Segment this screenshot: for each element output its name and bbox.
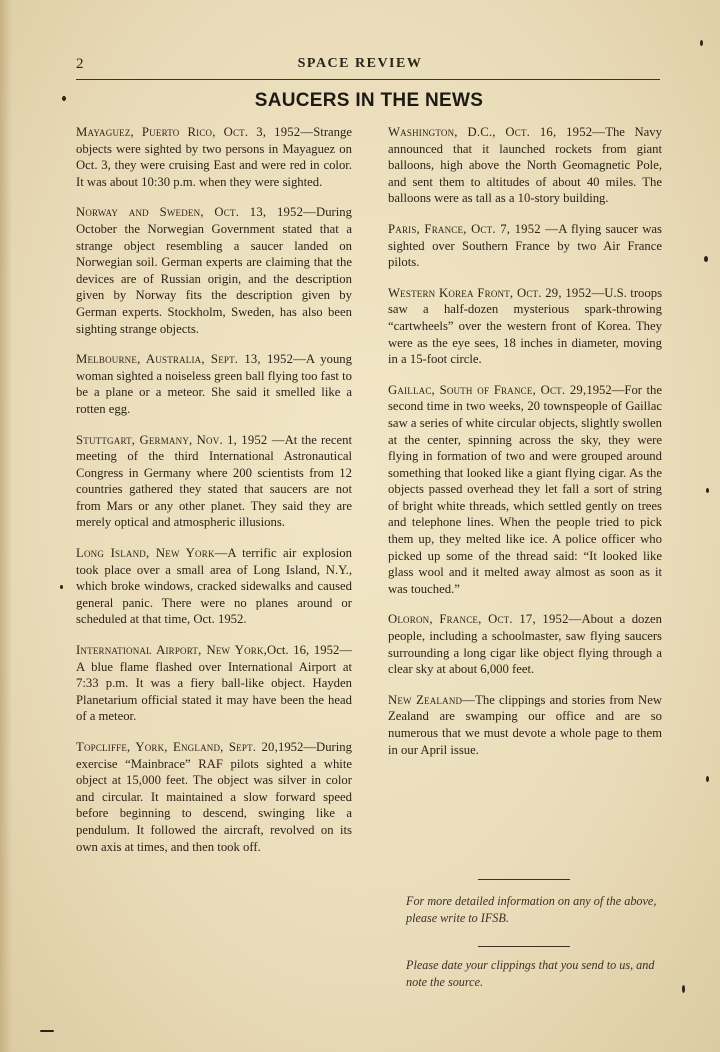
clippings-note: Please date your clippings that you send to us, and note the source. xyxy=(406,958,655,989)
news-body: At the recent meeting of the third International Astronautical Congress in Germany where 200 scientists from 12 countries gathered they stated that saucers are not from Mars or any other planet. They said they are merely optical and atmospheric illusions. xyxy=(76,432,352,530)
scan-speck xyxy=(704,256,708,262)
news-item xyxy=(388,692,662,758)
note-divider xyxy=(478,946,570,947)
more-info-note: For more detailed information on any of the above, please write to IFSB. xyxy=(406,894,657,925)
news-body: 1952—For the second time in two weeks, 20 townspeople of Gaillac saw a series of white circular objects, slightly swollen at the center, spinning across the sky, they were flying in formation of two and were grouped around something that looked like a giant flying cigar. As the objects passed overhead they let fall a sort of string of bright white threads, which settled gently on trees and telephone lines. When the people tried to pick them up, they melted like ice. A police officer who picked up some of the thread said: “It looked like glass wool and it melted away almost as soon as it was touched.” xyxy=(388,382,662,596)
running-title: SPACE REVIEW xyxy=(297,56,423,71)
news-body: —A young woman sighted a noiseless green ball flying too fast to be a plane or a meteor. She said it smelled like a rotten egg. xyxy=(76,352,352,416)
news-body: —U.S. troops saw a half-dozen mysterious spark-throwing “cartwheels” over the western front of Korea. They were as the eye sees, 18 inches in diameter, moving in a 15-foot circle. xyxy=(388,285,663,367)
news-dateline: Stuttgart, Germany, Nov. 1, 1952 — xyxy=(76,432,285,447)
news-dateline: Mayaguez, Puerto Rico, Oct. 3, 1952— xyxy=(76,125,314,139)
news-dateline: Western Korea Front, Oct. 29, 1952 xyxy=(388,285,592,300)
news-body: —A terrific air explosion took place over a small area of Long Island, N.Y., which broke windows, cracked sidewalks and caused general panic. There were no planes around or scheduled at that time, Oct. 1952. xyxy=(76,546,352,627)
news-item xyxy=(388,285,662,368)
page-edge-shadow xyxy=(0,0,12,1052)
news-dateline: Topcliffe, York, England, Sept. 20, xyxy=(76,740,278,754)
news-item xyxy=(388,221,662,271)
news-item xyxy=(76,545,352,628)
news-body: A flying saucer was sighted over Southern France by two Air France pilots. xyxy=(388,221,662,270)
news-item xyxy=(76,124,352,190)
news-item xyxy=(388,124,662,207)
header-rule xyxy=(76,79,660,80)
left-column xyxy=(76,124,352,869)
scan-speck xyxy=(60,585,63,589)
scan-speck xyxy=(40,1030,54,1032)
note-divider xyxy=(478,879,570,880)
news-dateline: Washington, D.C., Oct. 16, 1952— xyxy=(388,125,606,139)
news-item xyxy=(388,611,662,677)
news-dateline: New Zealand— xyxy=(388,692,476,707)
news-item xyxy=(76,432,352,532)
news-dateline: Long Island, New York xyxy=(76,546,215,561)
right-column xyxy=(388,124,662,772)
news-body: The clippings and stories from New Zealand are swamping our office and are so numerous that we must devote a whole page to them in our April issue. xyxy=(388,692,662,757)
news-dateline: Gaillac, South of France, Oct. 29, xyxy=(388,382,587,397)
scan-speck xyxy=(682,985,685,993)
scan-speck xyxy=(62,96,66,101)
news-item xyxy=(388,382,662,598)
news-dateline: Paris, France, Oct. 7, 1952 — xyxy=(388,221,559,236)
scan-speck xyxy=(706,776,709,782)
news-dateline: Melbourne, Australia, Sept. 13, 1952 xyxy=(76,352,294,367)
news-body: The Navy announced that it launched rockets from giant balloons, high above the North Geomagnetic Pole, and sent them to altitudes of about 40 miles. The balloons were as tall as a 10-story building. xyxy=(388,125,662,206)
news-item xyxy=(76,351,352,417)
news-item xyxy=(76,204,352,337)
news-body: Strange objects were sighted by two persons in Mayaguez on Oct. 3, they were cruising East and were red in color. It was about 10:30 p.m. when they were sighted. xyxy=(76,125,352,189)
article-headline: SAUCERS IN THE NEWS xyxy=(254,90,484,111)
news-body: Oct. 16, 1952—A blue flame flashed over International Airport at 7:33 p.m. It was a fiery ball-like object. Hayden Planetarium official stated it may have been the head of a meteor. xyxy=(76,643,352,724)
news-item xyxy=(76,642,352,725)
news-dateline: International Airport, New York, xyxy=(76,643,268,658)
page-number: 2 xyxy=(76,56,85,72)
news-dateline: Oloron, France, Oct. 17, 1952— xyxy=(388,612,582,627)
scan-speck xyxy=(700,40,703,46)
scan-speck xyxy=(706,488,709,493)
news-body: During October the Norwegian Government stated that a strange object resembling a saucer landed on Norwegian soil. German experts are claiming that the devices are of Russian origin, and the description given by Norway fits the description given by German experts. Stockholm, Sweden, has also been sighting strange objects. xyxy=(76,205,352,336)
news-item xyxy=(76,739,352,855)
news-body: About a dozen people, including a schoolmaster, saw flying saucers surrounding a long cigar like object flying through a clear sky at about 6,000 feet. xyxy=(388,612,662,677)
news-body: 1952—During exercise “Mainbrace” RAF pilots sighted a white object at 15,000 feet. The object was silver in color and circular. It maintained a slow forward speed before beginning to descend, swinging like a pendulum. It followed the aircraft, revolved on its own axis at times, and then took off. xyxy=(76,740,352,854)
news-dateline: Norway and Sweden, Oct. 13, 1952— xyxy=(76,205,317,220)
